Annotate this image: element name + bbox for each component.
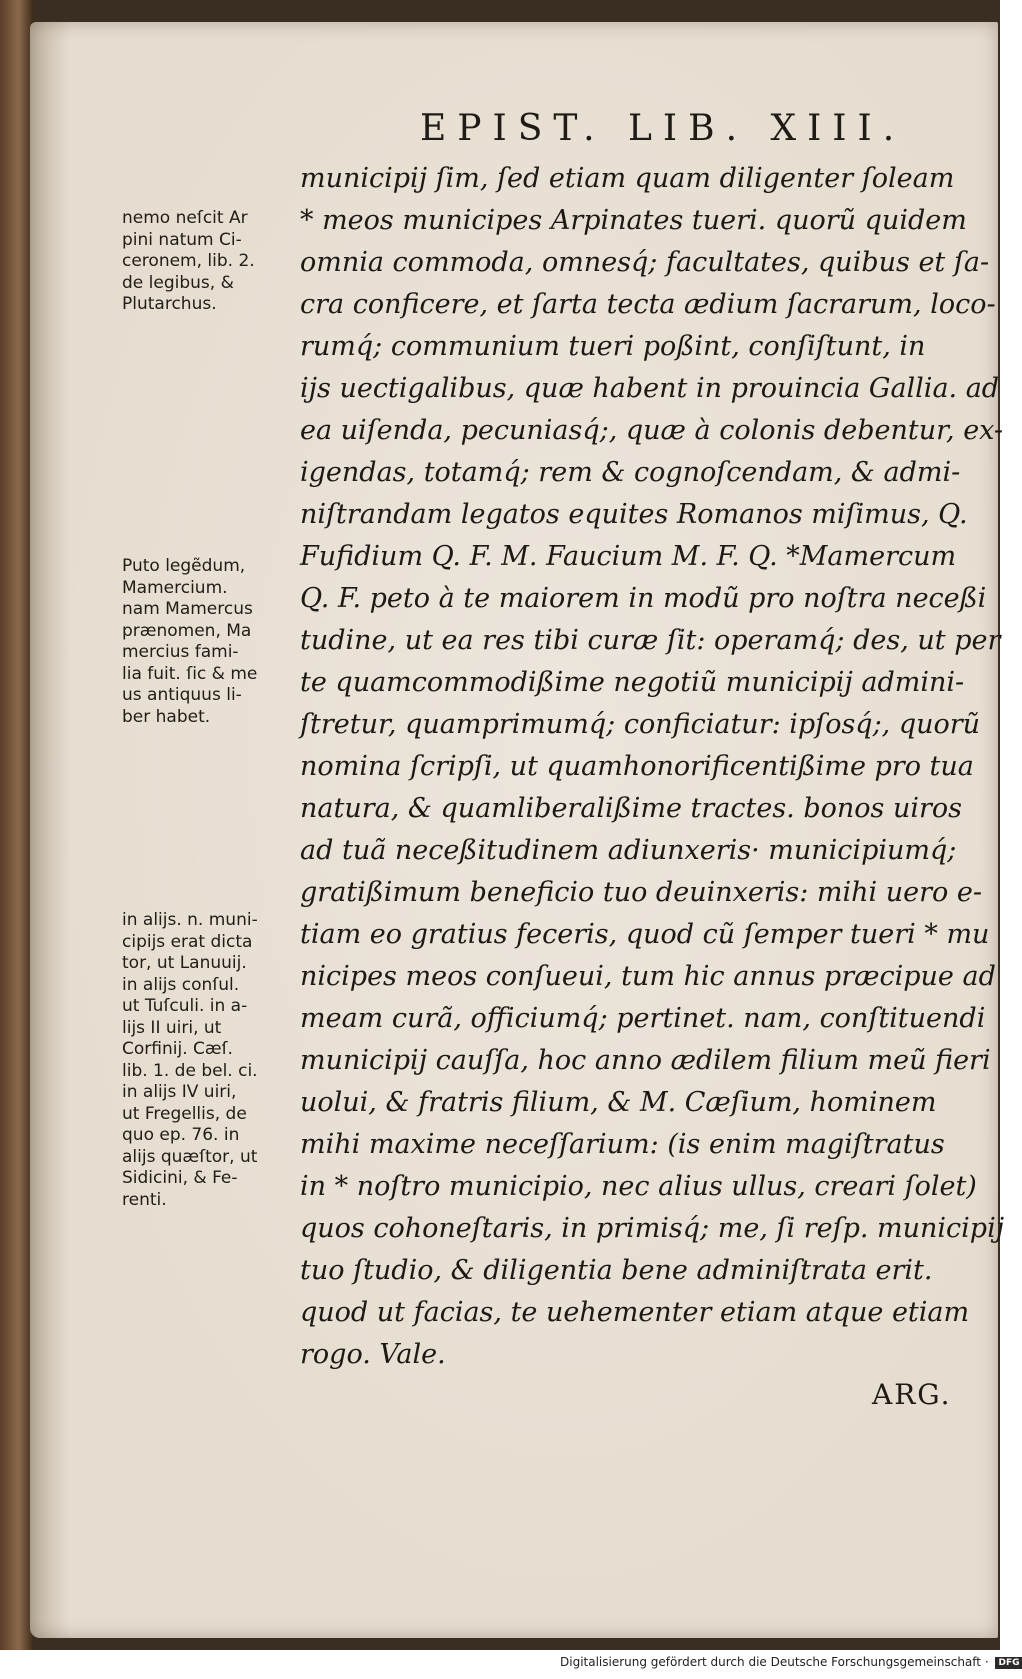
digitization-credit [560, 1655, 1020, 1669]
text-line: nicipes meos conſueui, tum hic annus præcipue ad [300, 961, 996, 992]
text-line: tudine, ut ea res tibi curæ ſit: operamq́; des, ut per [300, 625, 1001, 656]
marginal-line: in alijs conſul. [122, 974, 240, 995]
marginal-line: nam Mamercus [122, 599, 253, 619]
text-line: Q. F. peto à te maiorem in modũ pro noſtra neceßi [300, 583, 987, 614]
book-spine-edge [0, 0, 34, 1650]
text-line: quod ut facias, te uehementer etiam atque etiam [300, 1297, 970, 1328]
marginal-note-arpinum [122, 208, 302, 316]
text-line: nomina ſcripſi, ut quamhonorificentißime pro tua [300, 751, 974, 782]
text-line: meam curã, officiumq́; pertinet. nam, conſtituendi [300, 1003, 986, 1034]
text-line: te quamcommodißime negotiũ municipij admini- [300, 667, 965, 698]
text-line: municipij ſim, ſed etiam quam diligenter ſoleam [300, 163, 955, 194]
marginal-line: mercius fami- [122, 642, 239, 662]
marginal-line: lia fuit. ſic & me [122, 663, 258, 684]
marginal-line: us antiquus li- [122, 685, 242, 705]
text-line: ea uiſenda, pecuniasq́;, quæ à colonis debentur, ex- [300, 415, 1004, 446]
marginal-line: cipijs erat dicta [122, 931, 253, 952]
main-text-block [300, 158, 1005, 1376]
text-line: tiam eo gratius feceris, quod cũ ſemper tueri * mu [300, 919, 990, 950]
text-line: mihi maxime neceſſarium: (is enim magiſtratus [300, 1129, 945, 1160]
text-line: * meos municipes Arpinates tueri. quorũ quidem [300, 205, 967, 236]
marginal-note-municipia [122, 910, 302, 1211]
marginal-line: lijs II uiri, ut [122, 1017, 222, 1038]
marginal-line: Mamercium. [122, 577, 228, 598]
marginal-line: in alijs IV uiri, [122, 1082, 237, 1102]
credit-text: Digitalisierung gefördert durch die Deutsche Forschungsgemeinschaft · [560, 1655, 989, 1669]
text-line: in * noſtro municipio, nec alius ullus, creari ſolet) [300, 1171, 977, 1202]
text-line: igendas, totamq́; rem & cognoſcendam, & admi- [300, 457, 961, 488]
text-line: gratißimum beneficio tuo deuinxeris: mihi uero e- [300, 877, 982, 908]
marginal-line: de legibus, & [122, 272, 234, 293]
marginal-line: ut Tuſculi. in a- [122, 996, 248, 1016]
text-line: uolui, & fratris filium, & M. Cæſium, hominem [300, 1087, 937, 1118]
marginal-line: Plutarchus. [122, 294, 217, 314]
text-line: rogo. Vale. [300, 1339, 446, 1370]
dfg-logo: DFG [995, 1657, 1022, 1669]
catchword: ARG. [872, 1378, 952, 1411]
text-line: ijs uectigalibus, quæ habent in prouincia Gallia. ad [300, 373, 1000, 404]
marginal-line: nemo neſcit Ar [122, 208, 248, 228]
marginal-line: tor, ut Lanuuij. [122, 953, 247, 973]
marginal-note-mamercius [122, 556, 302, 728]
text-line: omnia commoda, omnesq́; facultates, quibus et ſa- [300, 247, 990, 278]
marginal-line: quo ep. 76. in [122, 1125, 240, 1145]
text-line: tuo ſtudio, & diligentia bene adminiſtrata erit. [300, 1255, 933, 1286]
marginal-line: Sidicini, & Fe- [122, 1168, 238, 1188]
text-line: natura, & quamliberalißime tractes. bonos uiros [300, 793, 963, 824]
marginal-line: prænomen, Ma [122, 620, 252, 641]
marginal-line: Puto legẽdum, [122, 556, 246, 576]
text-line: cra conficere, et ſarta tecta ædium ſacrarum, loco- [300, 289, 996, 320]
marginal-line: renti. [122, 1189, 167, 1210]
marginal-line: Corfinij. Cæſ. [122, 1039, 233, 1059]
text-line: ad tuã neceßitudinem adiunxeris· municipiumq́; [300, 835, 957, 866]
marginal-line: ceronem, lib. 2. [122, 251, 255, 271]
text-line: quos cohoneſtaris, in primisq́; me, ſi reſp. municipij [300, 1213, 1005, 1244]
running-head: EPIST. LIB. XIII. [420, 108, 906, 149]
marginal-line: lib. 1. de bel. ci. [122, 1060, 258, 1081]
text-line: municipij cauſſa, hoc anno ædilem filium meũ fieri [300, 1045, 991, 1076]
marginal-line: ber habet. [122, 706, 211, 727]
marginal-line: pini natum Ci- [122, 229, 242, 250]
text-line: Fufidium Q. F. M. Faucium M. F. Q. *Mamercum [300, 541, 957, 572]
text-line: niſtrandam legatos equites Romanos miſimus, Q. [300, 499, 968, 530]
marginal-line: alijs quæſtor, ut [122, 1146, 258, 1167]
text-line: rumq́; communium tueri poßint, conſiſtunt, in [300, 331, 926, 362]
text-line: ſtretur, quamprimumq́; conficiatur: ipſosq́;, quorũ [300, 709, 981, 740]
marginal-line: in alijs. n. muni- [122, 910, 258, 930]
marginal-line: ut Fregellis, de [122, 1103, 247, 1124]
